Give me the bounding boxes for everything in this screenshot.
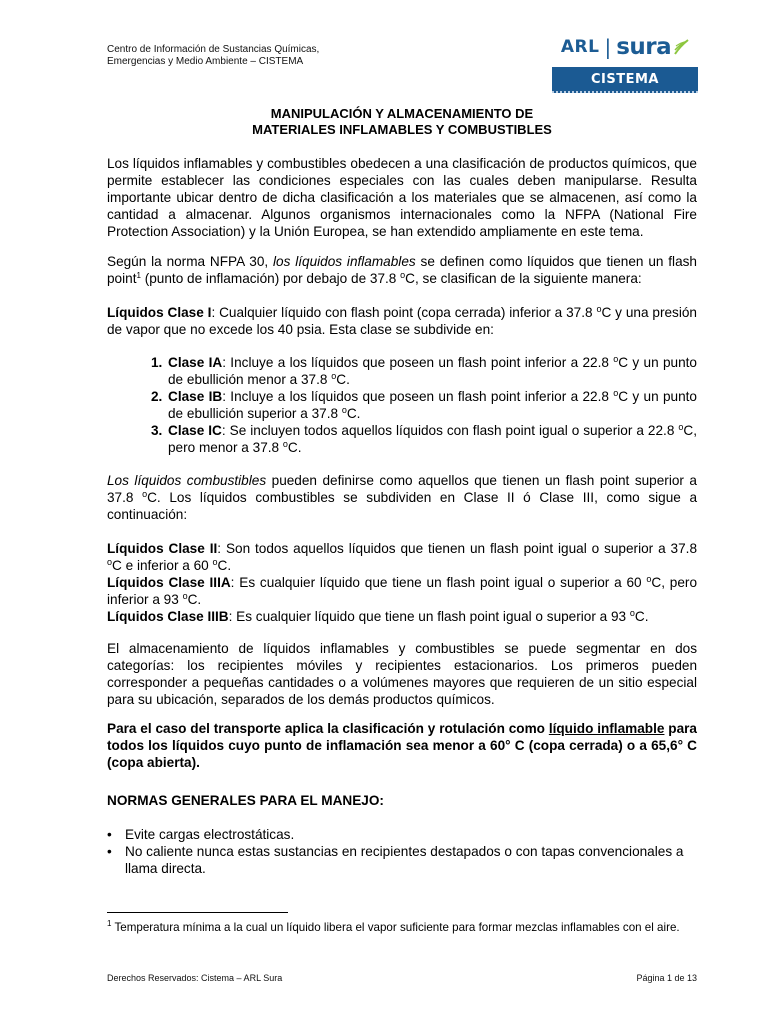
logo-sura-text: sura (616, 34, 672, 60)
footer-copyright: Derechos Reservados: Cistema – ARL Sura (107, 973, 283, 983)
list-item: 3. Clase IC: Se incluyen todos aquellos líquidos con flash point igual o superior a 22.8 $^o$C, pero menor a 37.8 $^o$C. (151, 422, 697, 455)
logo-cistema-bar: CISTEMA (552, 67, 698, 93)
nfpa-italic-term: los líquidos inflamables (273, 254, 416, 269)
footnote-reference: 1 (136, 271, 141, 280)
normas-heading: NORMAS GENERALES PARA EL MANEJO: (107, 793, 384, 808)
list-item: Líquidos Clase IIIA: Es cualquier líquido que tiene un flash point igual o superior a 60 $^o$C, pero inferior a 93 $^o$C. (107, 574, 698, 607)
nfpa-paragraph: Según la norma NFPA 30, los líquidos inflamables se definen como líquidos que tienen un flash point$^1$ (punto de inflamación) por debajo de 37.8 $^o$C, se clasifican de la siguiente manera: (107, 254, 697, 286)
combustible-classes (107, 540, 697, 625)
header-line-1: Centro de Información de Sustancias Químicas, (107, 44, 320, 55)
liquido-inflamable-term: líquido inflamable (548, 721, 665, 736)
list-item: Líquidos Clase IIIB: Es cualquier líquido que tiene un flash point igual o superior a 93 $^o$C. (107, 608, 649, 624)
combustibles-italic-term: Los líquidos combustibles (107, 473, 267, 488)
bullet-icon: • (107, 827, 112, 842)
clase-1-paragraph: Líquidos Clase I: Cualquier líquido con flash point (copa cerrada) inferior a 37.8 $^o$C y una presión de vapor que no excede los 40 psia. Esta clase se subdivide en: (107, 304, 697, 337)
logo-separator: | (604, 35, 612, 59)
document-title (107, 106, 697, 138)
clase-1-label: Líquidos Clase I (107, 305, 212, 320)
title-line-1: MANIPULACIÓN Y ALMACENAMIENTO DE (270, 106, 534, 121)
footnote: $^1$ Temperatura mínima a la cual un líquido libera el vapor suficiente para formar mezclas inflamables con el aire. (107, 919, 680, 934)
normas-bullet-list (107, 826, 697, 877)
intro-paragraph: Los líquidos inflamables y combustibles obedecen a una clasificación de productos químicos, que permite establecer las condiciones especiales con las cuales deben manipularse. Resulta importante ubicar dentro de dicha clasificación a los materiales que se almacenen, así como la cantidad a almacenar. Algunos organismos internacionales como la NFPA (National Fire Protection Association) y la Unión Europea, se han extendido ampliamente en este tema. (107, 156, 697, 239)
document-header (107, 44, 319, 68)
list-item: • No caliente nunca estas sustancias en recipientes destapados o con tapas convencionales a llama directa. (107, 844, 684, 876)
almacenamiento-paragraph: El almacenamiento de líquidos inflamables y combustibles se puede segmentar en dos categorías: los recipientes móviles y recipientes estacionarios. Los primeros pueden corresponder a pequeñas cantidades o a volúmenes mayores que requieren de un sitio especial para su ubicación, separados de los demás productos químicos. (107, 641, 697, 707)
combustibles-paragraph: Los líquidos combustibles pueden definirse como aquellos que tienen un flash point superior a 37.8 $^o$C. Los líquidos combustibles se subdividen en Clase II ó Clase III, como sigue a continuación: (107, 473, 698, 522)
arl-sura-cistema-logo (552, 27, 698, 91)
list-item: • Evite cargas electrostáticas. (107, 827, 295, 842)
transporte-paragraph: Para el caso del transporte aplica la clasificación y rotulación como líquido inflamable para todos los líquidos cuyo punto de inflamación sea menor a 60° C (copa cerrada) o a 65,6° C (copa abierta). (107, 721, 697, 770)
logo-arl-text: ARL (560, 37, 600, 57)
bullet-icon: • (107, 844, 112, 859)
footnote-mark: 1 (107, 919, 112, 928)
list-item: 1. Clase IA: Incluye a los líquidos que poseen un flash point inferior a 22.8 $^o$C y un punto de ebullición menor a 37.8 $^o$C. (151, 354, 697, 387)
footer-page-number: Página 1 de 13 (636, 973, 697, 983)
list-item: Líquidos Clase II: Son todos aquellos líquidos que tienen un flash point igual o superior a 37.8 $^o$C e inferior a 60 $^o$C. (107, 541, 698, 573)
header-line-2: Emergencias y Medio Ambiente – CISTEMA (107, 56, 304, 67)
title-line-2: MATERIALES INFLAMABLES Y COMBUSTIBLES (252, 122, 552, 137)
footnote-divider (107, 912, 288, 913)
sura-swoosh-icon (673, 38, 689, 56)
list-item: 2. Clase IB: Incluye a los líquidos que poseen un flash point inferior a 22.8 $^o$C y un punto de ebullición superior a 37.8 $^o$C. (151, 388, 697, 421)
clase-1-subclass-list (151, 354, 697, 456)
